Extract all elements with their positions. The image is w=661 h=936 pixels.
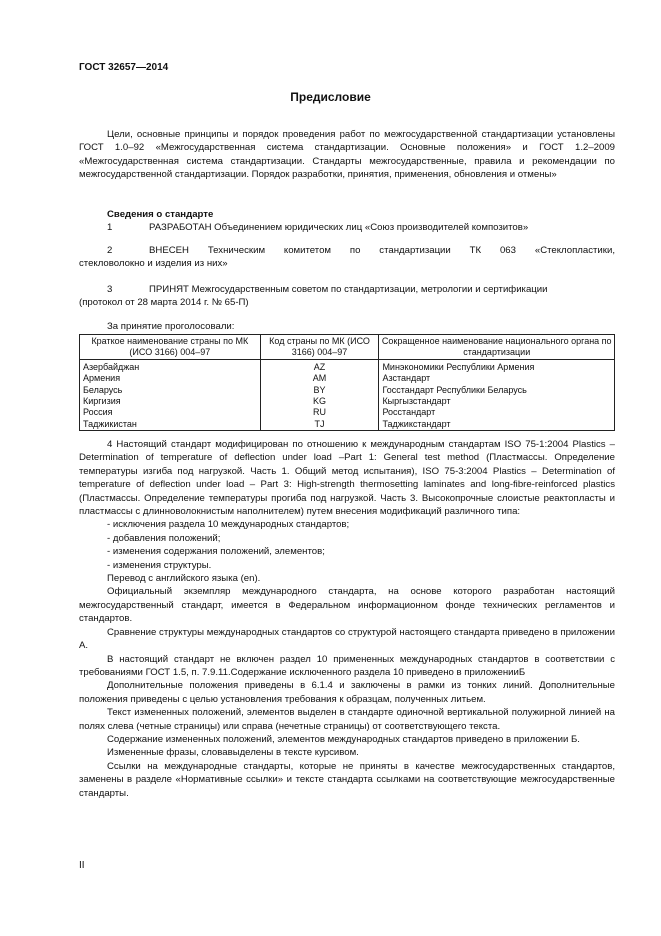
additional-provisions-paragraph: Дополнительные положения приведены в 6.1.4 и заключены в рамки из тонких линий. Дополнительные положения приведены с целью установления требования к образцам, полученных литьем. — [79, 680, 615, 705]
cell-code: KG — [260, 396, 379, 407]
info-item-number: 1 — [107, 222, 113, 234]
table-row — [80, 396, 615, 407]
table-row — [80, 359, 615, 373]
page-number: II — [79, 860, 85, 871]
cell-code: BY — [260, 385, 379, 396]
changed-content-paragraph: Содержание измененных положений, элементов международных стандартов приведено в приложении Б. — [107, 733, 580, 745]
info-item-2 — [79, 244, 615, 271]
intro-paragraph: Цели, основные принципы и порядок проведения работ по межгосударственной стандартизации установлены ГОСТ 1.0–92 «Межгосударственная система стандартизации. Основные положения» и ГОСТ 1.2–2009 «Межгосударственная система стандартизации. Стандарты межгосударственные, правила и рекомендации по межгосударственной стандартизации. Порядок разработки, принятия, применения, обновления и отмены» — [79, 129, 615, 181]
cell-country: Азербайджан — [80, 359, 261, 373]
info-item-text-cont: стекловолокно и изделия из них» — [79, 258, 228, 270]
info-item-text: РАЗРАБОТАН Объединением юридических лиц «Союз производителей композитов» — [149, 222, 529, 234]
info-item-text: ПРИНЯТ Межгосударственным советом по стандартизации, метрологии и сертификации — [149, 284, 548, 295]
table-row — [80, 385, 615, 396]
modification-item: - исключения раздела 10 международных стандартов; — [107, 519, 350, 531]
cell-country: Таджикистан — [80, 419, 261, 431]
cell-code: TJ — [260, 419, 379, 431]
official-copy-paragraph: Официальный экземпляр международного стандарта, на основе которого разработан настоящий межгосударственный стандарт, имеется в Федеральном информационном фонде технических регламентов и стандартов. — [79, 586, 615, 625]
references-paragraph: Ссылки на международные стандарты, которые не приняты в качестве межгосударственных стандартов, заменены в разделе «Нормативные ссылки» и тексте стандарта ссылками на соответствующие межгосударственные стандарты. — [79, 760, 615, 799]
info-item-number: 2 — [107, 245, 113, 256]
table-header-code: Код страны по МК (ИСО 3166) 004–97 — [260, 335, 379, 360]
cell-body: Минэкономики Республики Армения — [379, 359, 615, 373]
table-header-body: Сокращенное наименование национального органа по стандартизации — [379, 335, 615, 360]
cell-body: Таджикстандарт — [379, 419, 615, 431]
modification-item: - добавления положений; — [107, 532, 221, 544]
cell-code: AM — [260, 373, 379, 384]
info-item-1 — [79, 221, 615, 234]
voting-table — [79, 334, 615, 431]
info-item-text-cont: (протокол от 28 марта 2014 г. № 65-П) — [79, 297, 249, 309]
changed-phrases-paragraph: Измененные фразы, словавыделены в тексте курсивом. — [107, 747, 359, 759]
table-row — [80, 373, 615, 384]
modification-item: - изменения содержания положений, элементов; — [107, 546, 325, 558]
section-4-main: 4 Настоящий стандарт модифицирован по отношению к международным стандартам ISO 75-1:2004 Plastics –Determination of temperature of deflection under load –Part 1: General test method (Пластмассы. Определение температуры изгиба под нагрузкой. Часть 1. Общий метод испытания), ISO 75-3:2004 Plastics – Determination of temperature of deflection under load – Part 3: High-strength thermosetting laminates and long-fibre-reinforced plastics (Пластмассы. Определение температуры прогиба под нагрузкой. Часть 3. Высокопрочные слоистые реактопласты и пластмассы с длинноволокнистым наполнителем) путем внесения модификаций различного типа: — [79, 439, 615, 518]
table-row — [80, 407, 615, 418]
cell-body: Кыргызстандарт — [379, 396, 615, 407]
comparison-paragraph: Сравнение структуры международных стандартов со структурой настоящего стандарта приведено в приложении А. — [79, 626, 615, 652]
cell-country: Россия — [80, 407, 261, 418]
info-item-number: 3 — [107, 284, 113, 295]
cell-country: Киргизия — [80, 396, 261, 407]
cell-code: RU — [260, 407, 379, 418]
voted-label: За принятие проголосовали: — [107, 321, 235, 332]
info-item-3 — [79, 283, 615, 310]
excluded-section-paragraph: В настоящий стандарт не включен раздел 10 примененных международных стандартов в соответствии с требованиями ГОСТ 1.5, п. 7.9.11.Содержание исключенного раздела 10 приведено в приложенииБ — [79, 653, 615, 678]
cell-body: Госстандарт Республики Беларусь — [379, 385, 615, 396]
cell-body: Азстандарт — [379, 373, 615, 384]
standard-info — [79, 208, 615, 235]
table-row — [80, 419, 615, 431]
modification-item: - изменения структуры. — [107, 559, 212, 571]
document-id: ГОСТ 32657—2014 — [79, 62, 169, 73]
section-4 — [79, 438, 615, 800]
cell-code: AZ — [260, 359, 379, 373]
cell-country: Армения — [80, 373, 261, 384]
translation-note: Перевод с английского языка (en). — [107, 573, 261, 585]
cell-country: Беларусь — [80, 385, 261, 396]
page-title: Предисловие — [290, 90, 371, 104]
cell-body: Росстандарт — [379, 407, 615, 418]
changed-text-paragraph: Текст измененных положений, элементов выделен в стандарте одиночной вертикальной полужирной линией на полях слева (четные страницы) или справа (нечетные страницы) от соответствующего текста. — [79, 707, 615, 732]
info-heading: Сведения о стандарте — [107, 209, 214, 220]
table-header-country: Краткое наименование страны по МК (ИСО 3166) 004–97 — [80, 335, 261, 360]
info-item-text: ВНЕСЕН Техническим комитетом по стандартизации ТК 063 «Стеклопластики, — [149, 245, 615, 256]
